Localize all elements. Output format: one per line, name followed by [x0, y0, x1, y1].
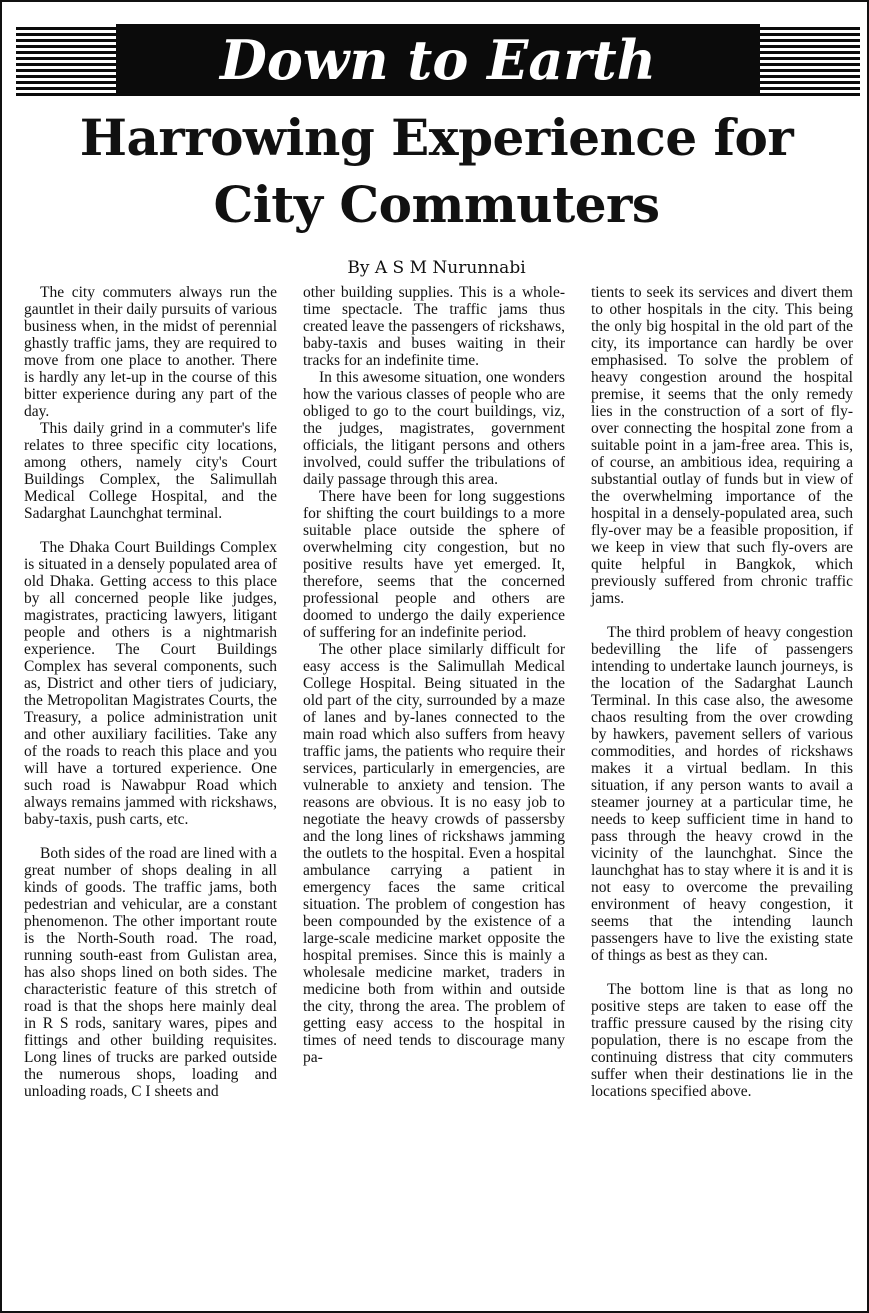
paragraph: tients to seek its services and divert them to other hospitals in the city. This being the only big hospital in the old part of the city, its importance can hardly be over emphasised. To solve the problem of heavy congestion around the hospital premise, it seems that the only remedy lies in the construction of a sort of fly-over connecting the hospital zone from a suitable point in a jam-free area. This is, of course, an ambitious idea, requiring a substantial outlay of funds but in view of the overwhelming importance of the hospital in a densely-populated area, such fly-over may be a feasible proposition, if we keep in view that such fly-overs are quite helpful in Bangkok, which previously suffered from chronic traffic jams. — [591, 284, 853, 607]
article-column-1 — [24, 284, 277, 1100]
top-rule — [2, 0, 869, 2]
article-column-3 — [591, 284, 853, 1100]
paragraph: other building supplies. This is a whole-time spectacle. The traffic jams thus created leave the passengers of rickshaws, baby-taxis and buses waiting in their tracks for an indefinite time. — [303, 284, 565, 369]
paragraph: This daily grind in a commuter's life relates to three specific city locations, among others, namely city's Court Buildings Complex, the Salimullah Medical College Hospital, and the Sadarghat Launchghat terminal. — [24, 420, 277, 522]
section-banner — [16, 24, 860, 96]
article-column-2 — [303, 284, 565, 1066]
paragraph: In this awesome situation, one wonders how the various classes of people who are obliged to go to the court buildings, viz, the judges, magistrates, government officials, the litigant persons and others involved, could suffer the tribulations of daily passage through this area. — [303, 369, 565, 488]
headline-line-2: City Commuters — [213, 175, 660, 234]
section-title: Down to Earth — [220, 28, 656, 92]
banner-stripes-left — [16, 24, 116, 96]
paragraph: The city commuters always run the gauntlet in their daily pursuits of various business when, in the midst of perennial ghastly traffic jams, they are required to move from one place to another. There is hardly any let-up in the course of this bitter experience during any part of the day. — [24, 284, 277, 420]
paragraph: The bottom line is that as long no positive steps are taken to ease off the traffic pressure caused by the rising city population, there is no escape from the continuing distress that city commuters suffer when their destinations lie in the locations specified above. — [591, 981, 853, 1100]
paragraph: The other place similarly difficult for easy access is the Salimullah Medical College Hospital. Being situated in the old part of the city, surrounded by a maze of lanes and by-lanes connected to the main road which also suffers from heavy traffic jams, the patients who require their services, particularly in emergencies, are vulnerable to anxiety and tension. The reasons are obvious. It is no easy job to negotiate the heavy crowds of passersby and the long lines of rickshaws jamming the outlets to the hospital. Even a hospital ambulance carrying a patient in emergency faces the same critical situation. The problem of congestion has been compounded by the existence of a large-scale medicine market opposite the hospital premises. Since this is mainly a wholesale medicine market, traders in medicine both from within and outside the city, throng the area. The problem of getting easy access to the hospital in times of need tends to discourage many pa- — [303, 641, 565, 1066]
headline-line-1: Harrowing Experience for — [79, 108, 794, 167]
byline: By A S M Nurunnabi — [347, 258, 526, 278]
paragraph: Both sides of the road are lined with a great number of shops dealing in all kinds of goods. The traffic jams, both pedestrian and vehicular, are a constant phenomenon. The other important route is the North-South road. The road, running south-east from Gulistan area, has also shops lined on both sides. The characteristic feature of this stretch of road is that the shops here mainly deal in R S rods, sanitary wares, pipes and fittings and other building requisites. Long lines of trucks are parked outside the numerous shops, loading and unloading roads, C I sheets and — [24, 845, 277, 1100]
paragraph: The Dhaka Court Buildings Complex is situated in a densely populated area of old Dhaka. Getting access to this place by all concerned people like judges, magistrates, practicing lawyers, litigant people and others is a nightmarish experience. The Court Buildings Complex has several components, such as, District and other tiers of judiciary, the Metropolitan Magistrates Courts, the Treasury, a police administration unit and other auxiliary facilities. Take any of the roads to reach this place and you will have a tortured experience. One such road is Nawabpur Road which always remains jammed with rickshaws, baby-taxis, push carts, etc. — [24, 539, 277, 828]
paragraph: There have been for long suggestions for shifting the court buildings to a more suitable place outside the sphere of overwhelming city congestion, but no positive results have yet emerged. It, therefore, seems that the concerned professional people and others are doomed to undergo the daily experience of suffering for an indefinite period. — [303, 488, 565, 641]
paragraph: The third problem of heavy congestion bedevilling the life of passengers intending to undertake launch journeys, is the location of the Sadarghat Launch Terminal. In this case also, the awesome chaos resulting from the over crowding by hawkers, pavement sellers of various commodities, and hordes of rickshaws makes it a virtual bedlam. In this situation, if any person wants to avail a steamer journey at a particular time, he needs to keep sufficient time in hand to pass through the heavy crowd in the vicinity of the launchghat. Since the launchghat has to stay where it is and it is not easy to overcome the prevailing environment of heavy congestion, it seems that the intending launch passengers have to live the existing state of things as best as they can. — [591, 624, 853, 964]
banner-stripes-right — [760, 24, 860, 96]
article-headline — [12, 104, 861, 238]
